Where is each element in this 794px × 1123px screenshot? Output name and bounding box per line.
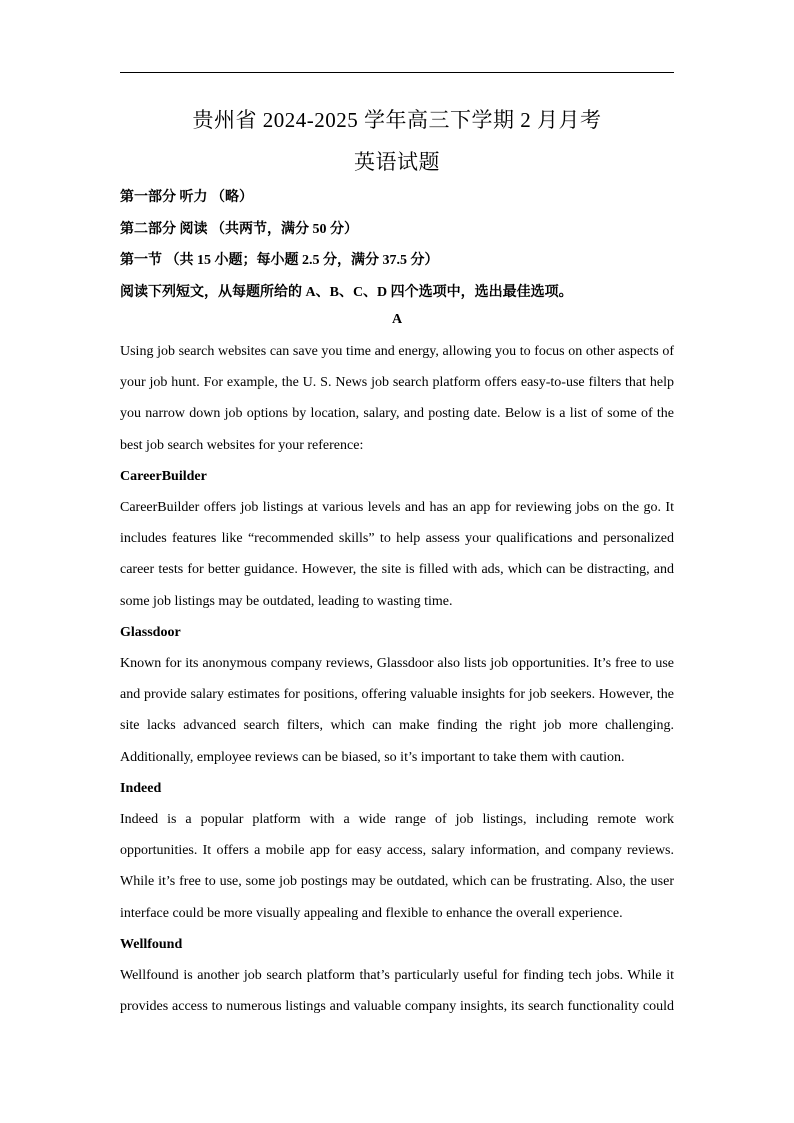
passage-intro: Using job search websites can save you time and energy, allowing you to focus on other aspects of your job hunt. For example, the U. S. News job search platform offers easy-to-use filters that help you narrow down job options by location, salary, and posting date. Below is a list of some of the best job search websites for your reference:	[120, 344, 674, 453]
site-heading-indeed: Indeed	[120, 780, 162, 796]
instruction-text: 阅读下列短文，从每题所给的 A、B、C、D 四个选项中，选出最佳选项。	[120, 285, 573, 300]
site-heading-wellfound: Wellfound	[120, 936, 183, 952]
part2-heading: 第二部分 阅读 （共两节，满分 50 分）	[120, 222, 358, 237]
page-title: 贵州省 2024-2025 学年高三下学期 2 月月考	[192, 108, 602, 132]
site-heading-glassdoor: Glassdoor	[120, 624, 181, 640]
site-text-glassdoor: Known for its anonymous company reviews, Glassdoor also lists job opportunities. It’s free to use and provide salary estimates for positions, offering valuable insights for job seekers. However, the site lacks advanced search filters, which can make finding the right job more challenging. Additionally, employee reviews can be biased, so it’s important to take them with caution.	[120, 656, 674, 765]
top-rule	[120, 72, 674, 73]
section1-heading: 第一节 （共 15 小题；每小题 2.5 分，满分 37.5 分）	[120, 253, 439, 268]
part1-heading: 第一部分 听力 （略）	[120, 190, 253, 205]
site-text-wellfound: Wellfound is another job search platform that’s particularly useful for finding tech jobs. While it provides access to numerous listings and valuable company insights, its search functionality could	[120, 968, 674, 1015]
site-text-careerbuilder: CareerBuilder offers job listings at various levels and has an app for reviewing jobs on the go. It includes features like “recommended skills” to help assess your qualifications and personalized career tests for better guidance. However, the site is filled with ads, which can be distracting, and some job listings may be outdated, leading to wasting time.	[120, 500, 674, 609]
site-heading-careerbuilder: CareerBuilder	[120, 468, 207, 484]
passage-label: A	[391, 312, 403, 327]
page-subtitle: 英语试题	[354, 150, 440, 174]
passage-body	[120, 336, 674, 1022]
site-text-indeed: Indeed is a popular platform with a wide range of job listings, including remote work opportunities. It offers a mobile app for easy access, salary information, and company reviews. While it’s free to use, some job postings may be outdated, which can be frustrating. Also, the user interface could be more visually appealing and flexible to enhance the overall experience.	[120, 812, 674, 921]
